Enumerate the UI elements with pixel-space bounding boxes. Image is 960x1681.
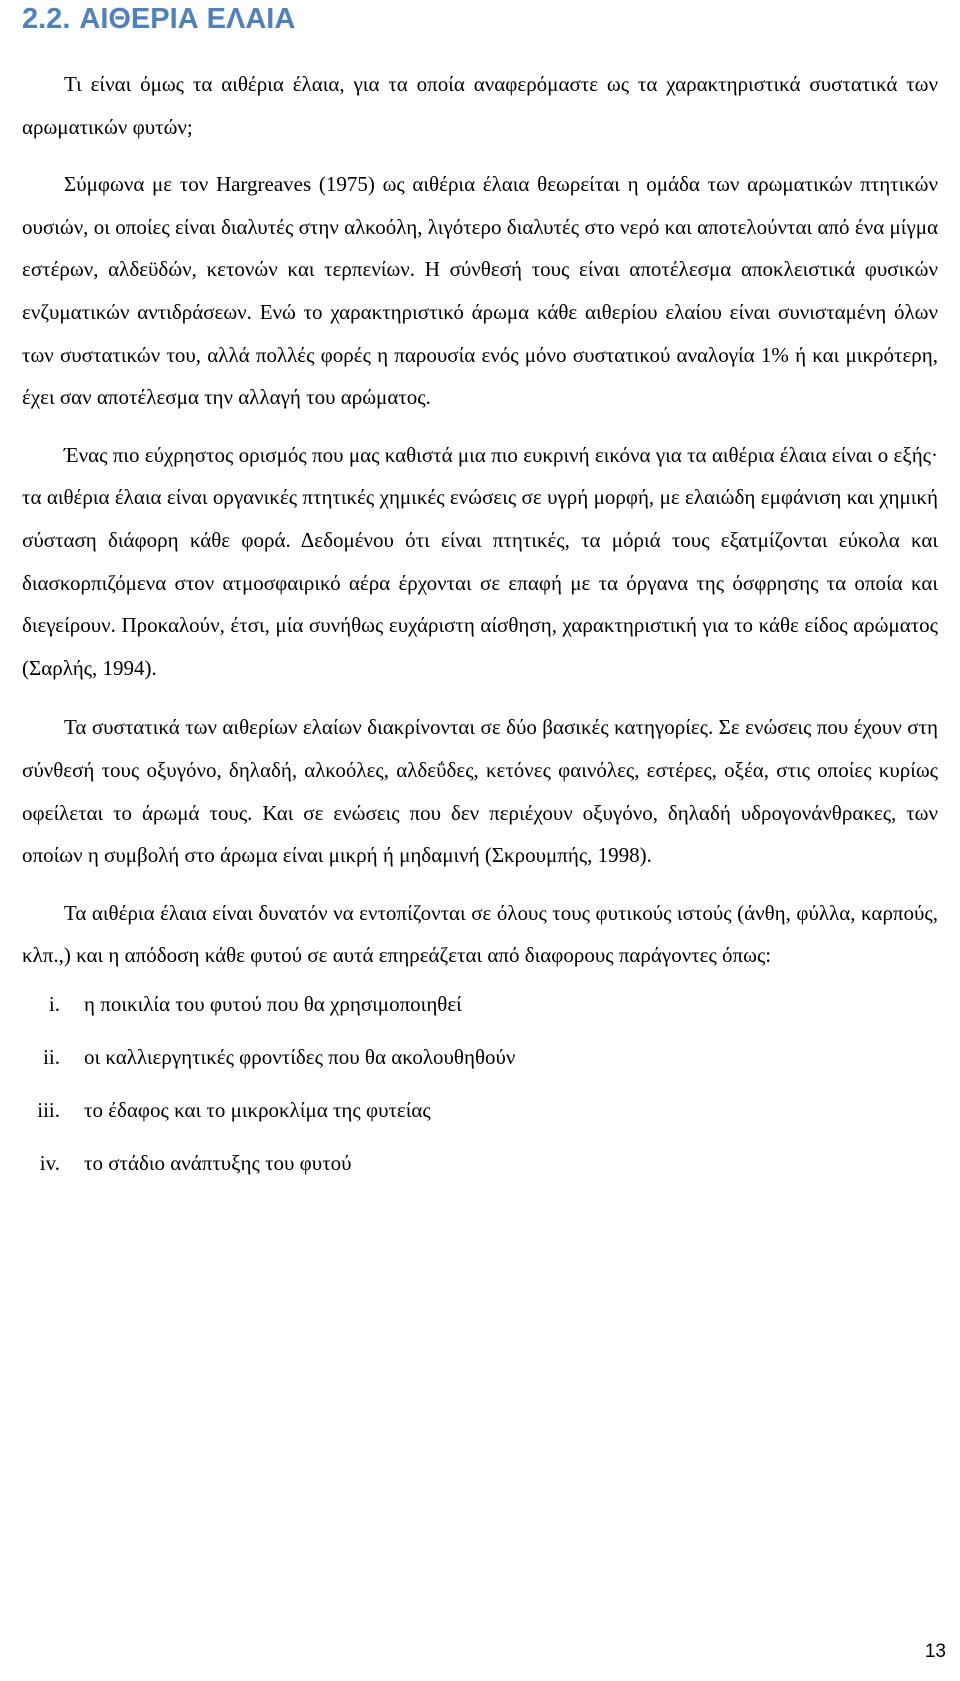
paragraph-intro-question: Τι είναι όμως τα αιθέρια έλαια, για τα οποία αναφερόμαστε ως τα χαρακτηριστικά συστατικά των αρωματικών φυτών;	[22, 72, 938, 139]
list-item	[22, 1042, 938, 1095]
list-marker: iii.	[37, 1097, 60, 1122]
paragraph-practical-definition: Ένας πιο εύχρηστος ορισμός που μας καθιστά μια πιο ευκρινή εικόνα για τα αιθέρια έλαια είναι ο εξής· τα αιθέρια έλαια είναι οργανικές πτητικές χημικές ενώσεις σε υγρή μορφή, με ελαιώδη εμφάνιση και χημική σύσταση διάφορη κάθε φορά. Δεδομένου ότι είναι πτητικές, τα μόριά τους εξατμίζονται εύκολα και διασκορπιζόμενα στον ατμοσφαιρικό αέρα έρχονται σε επαφή με τα όργανα της όσφρησης τα οποία και διεγείρουν. Προκαλούν, έτσι, μία συνήθως ευχάριστη αίσθηση, χαρακτηριστική για το κάθε είδος αρώματος (Σαρλής, 1994).	[22, 442, 938, 680]
list-item-text: οι καλλιεργητικές φροντίδες που θα ακολουθηθούν	[84, 1044, 516, 1069]
list-item-text: το έδαφος και το μικροκλίμα της φυτείας	[84, 1097, 431, 1122]
factors-list	[22, 989, 938, 1201]
list-marker: ii.	[43, 1044, 60, 1069]
paragraph-hargreaves-definition: Σύμφωνα με τον Hargreaves (1975) ως αιθέρια έλαια θεωρείται η ομάδα των αρωματικών πτητικών ουσιών, οι οποίες είναι διαλυτές στην αλκοόλη, λιγότερο διαλυτές στο νερό και αποτελούνται από ένα μίγμα εστέρων, αλδεϋδών, κετονών και τερπενίων. Η σύνθεσή τους είναι αποτέλεσμα αποκλειστικά φυσικών ενζυματικών αντιδράσεων. Ενώ το χαρακτηριστικό άρωμα κάθε αιθερίου ελαίου είναι συνισταμένη όλων των συστατικών του, αλλά πολλές φορές η παρουσία ενός μόνο συστατικού αναλογία 1% ή και μικρότερη, έχει σαν αποτέλεσμα την αλλαγή του αρώματος.	[22, 172, 938, 410]
section-title: ΑΙΘΕΡΙΑ ΕΛΑΙΑ	[79, 3, 296, 35]
list-item-text: η ποικιλία του φυτού που θα χρησιμοποιηθεί	[84, 991, 462, 1016]
list-item	[22, 1095, 938, 1148]
list-marker: iv.	[39, 1150, 60, 1175]
list-item-text: το στάδιο ανάπτυξης του φυτού	[84, 1150, 352, 1175]
document-page	[22, 0, 938, 1201]
paragraph-plant-tissues: Τα αιθέρια έλαια είναι δυνατόν να εντοπίζονται σε όλους τους φυτικούς ιστούς (άνθη, φύλλα, καρπούς, κλπ.,) και η απόδοση κάθε φυτού σε αυτά επηρεάζεται από διαφορους παράγοντες όπως:	[22, 900, 938, 968]
list-item	[22, 1148, 938, 1201]
section-heading	[22, 0, 938, 40]
list-item	[22, 989, 938, 1042]
page-number: 13	[924, 1641, 946, 1662]
list-marker: i.	[48, 991, 60, 1016]
paragraph-component-categories: Τα συστατικά των αιθερίων ελαίων διακρίνονται σε δύο βασικές κατηγορίες. Σε ενώσεις που έχουν στη σύνθεσή τους οξυγόνο, δηλαδή, αλκοόλες, αλδεΰδες, κετόνες φαινόλες, εστέρες, οξέα, στις οποίες κυρίως οφείλεται το άρωμά τους. Και σε ενώσεις που δεν περιέχουν οξυγόνο, δηλαδή υδρογονάνθρακες, των οποίων η συμβολή στο άρωμα είναι μικρή ή μηδαμινή (Σκρουμπής, 1998).	[22, 715, 938, 868]
section-number: 2.2.	[22, 3, 71, 35]
